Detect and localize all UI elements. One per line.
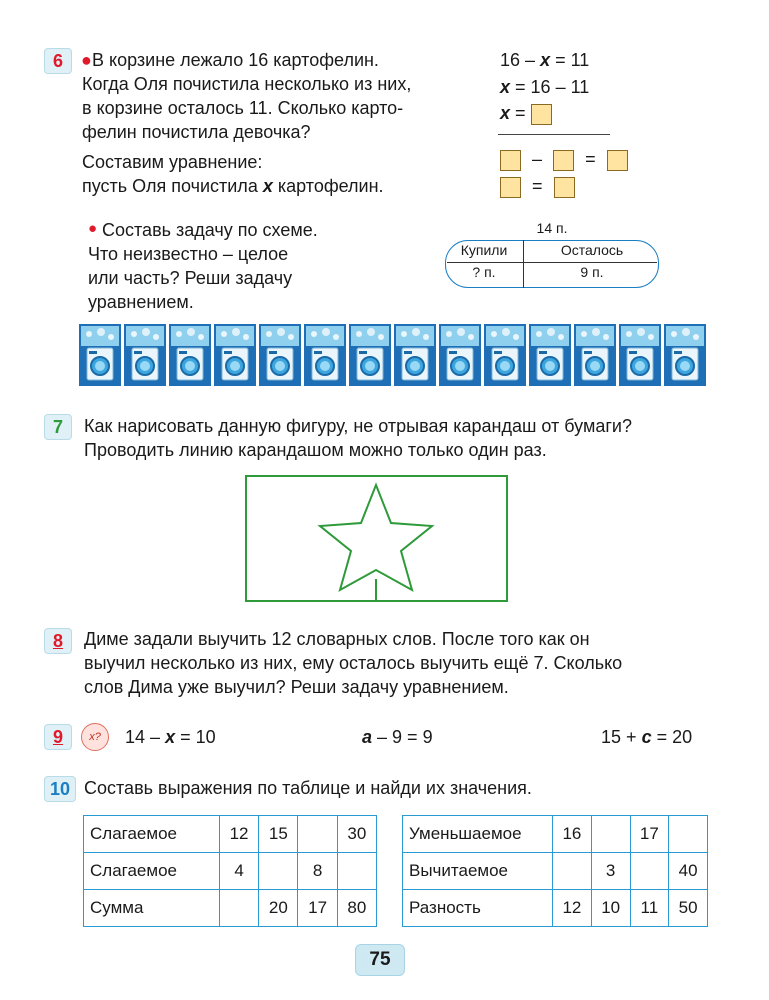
task-9-eq-3 (601, 725, 692, 749)
answer-box[interactable] (607, 150, 628, 171)
table-cell[interactable]: 15 (259, 816, 298, 853)
let-after: картофелин. (277, 176, 384, 196)
washing-powder-box-icon (169, 324, 211, 386)
eq-part: = 16 – 11 (515, 77, 590, 97)
minus-sign: – (532, 149, 543, 169)
washing-powder-box-icon (124, 324, 166, 386)
equals-sign: = (585, 149, 596, 169)
task-7-line: Проводить линию карандашом можно только один раз. (84, 440, 547, 460)
table-row (403, 853, 708, 890)
washing-powder-box-icon (664, 324, 706, 386)
eq-part: = 10 (180, 727, 216, 747)
scheme-right-value: 9 п. (580, 264, 604, 280)
subtask-line: или часть? Реши задачу (88, 268, 293, 288)
task-6-line: фелин почистила девочка? (82, 122, 311, 142)
equation-intro (82, 150, 384, 198)
table-row (403, 816, 708, 853)
unknown-x-icon: x? (81, 723, 109, 751)
table-cell[interactable]: 10 (591, 890, 630, 927)
table-cell[interactable]: 40 (669, 853, 708, 890)
scheme-bottom-row (445, 264, 659, 286)
washing-powder-box-icon (349, 324, 391, 386)
eq-part: = 20 (656, 727, 693, 747)
subtask-line: уравнением. (88, 292, 194, 312)
page-number: 75 (355, 944, 405, 976)
task-10-text: Составь выражения по таблице и найди их значения. (84, 778, 532, 798)
scheme-left-value: ? п. (472, 264, 496, 280)
table-cell[interactable]: 11 (630, 890, 669, 927)
task-7-line: Как нарисовать данную фигуру, не отрывая карандаш от бумаги? (84, 416, 632, 436)
powder-boxes-row (79, 324, 711, 386)
table-cell[interactable] (669, 816, 708, 853)
scheme-left-label: Купили (460, 242, 508, 258)
task-6-line: в корзине осталось 11. Сколько карто- (82, 98, 404, 118)
check-row-1 (500, 147, 628, 171)
table-row-label: Вычитаемое (403, 853, 553, 890)
table-cell[interactable]: 16 (553, 816, 592, 853)
table-row (84, 853, 377, 890)
table-cell[interactable]: 12 (553, 890, 592, 927)
eq-part: – 9 = 9 (377, 727, 433, 747)
task-6-line: Когда Оля почистила несколько из них, (82, 74, 412, 94)
eq-part: 16 – (500, 50, 536, 70)
let-line (82, 174, 384, 198)
answer-box[interactable] (554, 177, 575, 198)
bullet-icon: ● (88, 220, 98, 237)
table-cell[interactable] (630, 853, 669, 890)
divider (498, 134, 610, 135)
task-9-eq-2 (362, 725, 433, 749)
subtask-line: Составь задачу по схеме. (102, 220, 318, 240)
addition-table (83, 815, 377, 927)
eq-var: a (362, 727, 373, 747)
task-6-text (92, 48, 452, 72)
eq-line-2 (500, 75, 589, 99)
eq-part: 14 – (125, 727, 161, 747)
washing-powder-box-icon (529, 324, 571, 386)
equation-intro-line: Составим уравнение: (82, 152, 263, 172)
problem-scheme (445, 220, 659, 290)
washing-powder-box-icon (394, 324, 436, 386)
washing-powder-box-icon (79, 324, 121, 386)
subtask-text (88, 218, 318, 314)
table-cell[interactable] (219, 890, 258, 927)
table-cell[interactable] (259, 853, 298, 890)
table-row-label: Слагаемое (84, 853, 220, 890)
table-cell[interactable]: 12 (219, 816, 258, 853)
scheme-right-label: Осталось (560, 242, 624, 258)
table-cell[interactable]: 17 (630, 816, 669, 853)
task-9-eq-1 (125, 725, 216, 749)
task-7-text (84, 414, 632, 462)
answer-box[interactable] (553, 150, 574, 171)
washing-powder-box-icon (259, 324, 301, 386)
eq-part: = 11 (555, 50, 590, 70)
eq-var: x (500, 77, 511, 97)
table-row-label: Уменьшаемое (403, 816, 553, 853)
table-cell[interactable] (553, 853, 592, 890)
table-row (403, 890, 708, 927)
subtraction-table (402, 815, 708, 927)
washing-powder-box-icon (619, 324, 661, 386)
table-cell[interactable]: 80 (337, 890, 376, 927)
check-row-2 (500, 174, 575, 198)
scheme-total: 14 п. (536, 220, 568, 236)
task-8-number: 8 (44, 628, 72, 654)
washing-powder-box-icon (484, 324, 526, 386)
eq-var: x (165, 727, 176, 747)
scheme-top-row (445, 242, 659, 264)
answer-box[interactable] (500, 150, 521, 171)
washing-powder-box-icon (304, 324, 346, 386)
eq-line-3 (500, 101, 552, 125)
washing-powder-box-icon (214, 324, 256, 386)
table-row (84, 816, 377, 853)
subtask-line: Что неизвестно – целое (88, 244, 289, 264)
task-8-line: выучил несколько из них, ему осталось выучить ещё 7. Сколько (84, 653, 623, 673)
table-cell[interactable]: 4 (219, 853, 258, 890)
eq-var: c (641, 727, 652, 747)
task-10-number: 10 (44, 776, 76, 802)
eq-line-1 (500, 48, 589, 72)
table-row-label: Разность (403, 890, 553, 927)
washing-powder-box-icon (574, 324, 616, 386)
let-before: пусть Оля почистила (82, 176, 258, 196)
eq-part: = (515, 103, 526, 123)
task-7-number: 7 (44, 414, 72, 440)
table-row (84, 890, 377, 927)
table-row-label: Сумма (84, 890, 220, 927)
table-row-label: Слагаемое (84, 816, 220, 853)
let-var: x (262, 176, 273, 196)
eq-part: 15 + (601, 727, 637, 747)
answer-box[interactable] (500, 177, 521, 198)
task-6-line: В корзине лежало 16 картофелин. (92, 50, 379, 70)
star-in-rectangle-figure (245, 475, 508, 602)
task-8-line: Диме задали выучить 12 словарных слов. После того как он (84, 629, 590, 649)
eq-var: x (540, 50, 551, 70)
washing-powder-box-icon (439, 324, 481, 386)
table-cell[interactable]: 50 (669, 890, 708, 927)
task-8-text (84, 627, 709, 699)
table-cell[interactable]: 20 (259, 890, 298, 927)
task-8-line: слов Дима уже выучил? Реши задачу уравнением. (84, 677, 509, 697)
task-9-number: 9 (44, 724, 72, 750)
task-6-text-cont (82, 72, 452, 144)
table-cell[interactable]: 17 (298, 890, 337, 927)
equals-sign: = (532, 176, 543, 196)
table-cell[interactable] (298, 816, 337, 853)
table-cell[interactable] (337, 853, 376, 890)
table-cell[interactable]: 8 (298, 853, 337, 890)
table-cell[interactable]: 3 (591, 853, 630, 890)
task-6-number: 6 (44, 48, 72, 74)
eq-var: x (500, 103, 511, 123)
answer-box[interactable] (531, 104, 552, 125)
bullet-icon: ● (81, 50, 92, 70)
table-cell[interactable]: 30 (337, 816, 376, 853)
table-cell[interactable] (591, 816, 630, 853)
